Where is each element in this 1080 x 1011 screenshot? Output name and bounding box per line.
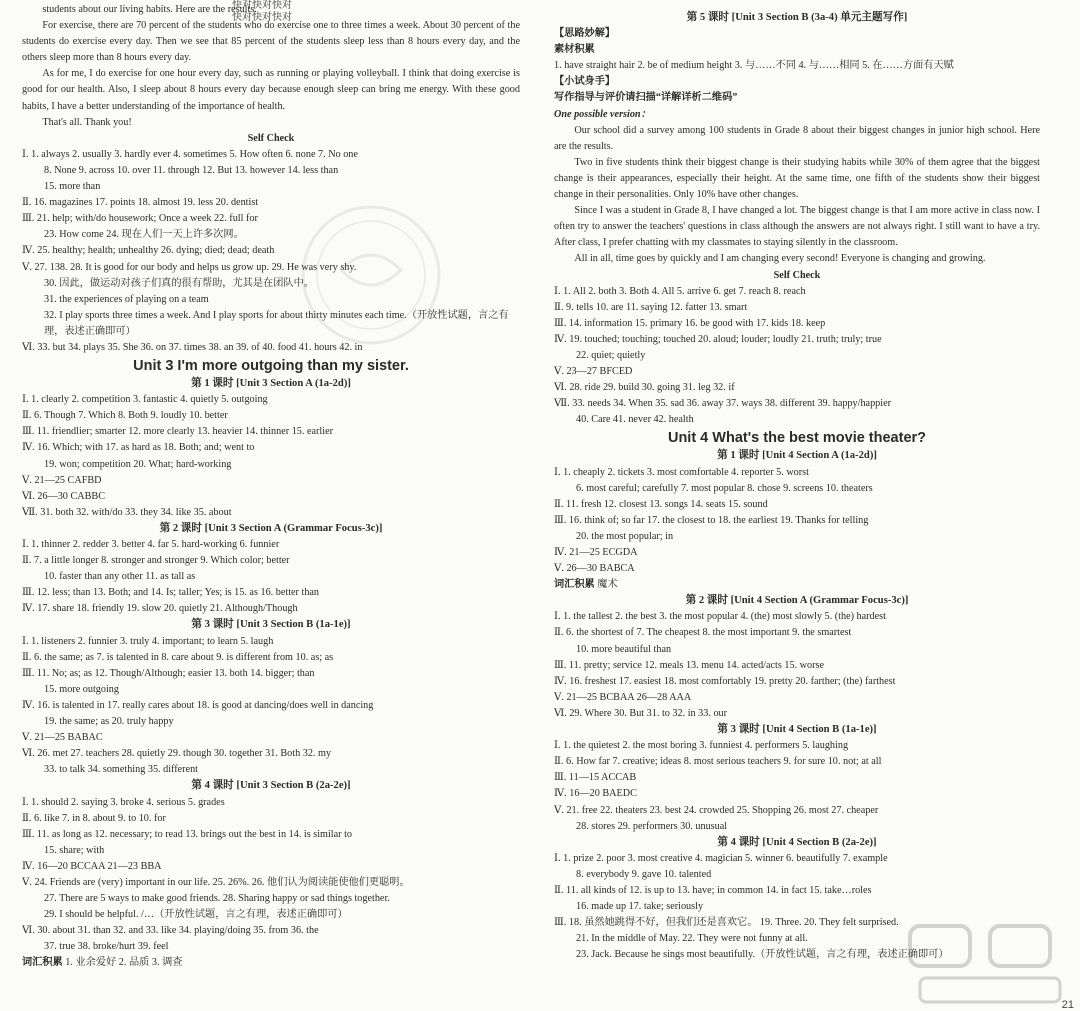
vocab-tag: 词汇积累 (554, 579, 595, 591)
answer-continuation: 23. Jack. Because he sings most beautifully.（开放性试题，言之有理，表述正确即可） (576, 949, 949, 961)
answer-line: Ⅱ. 16. magazines 17. points 18. almost 19. less 20. dentist (22, 197, 259, 209)
unit-title: Unit 4 What's the best movie theater? (667, 430, 927, 447)
paragraph: All in all, time goes by quickly and I am changing every second! Everyone is changing and growing. (574, 253, 986, 265)
answer-continuation: 40. Care 41. never 42. health (576, 414, 694, 426)
answer-continuation: 37. true 38. broke/hurt 39. feel (44, 941, 169, 953)
lesson-heading: 第 1 课时 [Unit 4 Section A (1a-2d)] (717, 450, 877, 462)
answer-line: Ⅶ. 31. both 32. with/do 33. they 34. like 35. about (22, 506, 232, 518)
answer-line: Ⅳ. 19. touched; touching; touched 20. aloud; louder; loudly 21. truth; truly; true (554, 333, 882, 345)
vocab-text: 1. 业余爱好 2. 品质 3. 调查 (65, 957, 183, 969)
lesson-heading: 第 5 课时 [Unit 3 Section B (3a-4) 单元主题写作] (686, 12, 908, 23)
answer-continuation: 15. share; with (44, 844, 105, 856)
answer-line: Ⅴ. 21. free 22. theaters 23. best 24. crowded 25. Shopping 26. most 27. cheaper (554, 804, 879, 816)
vocab-tag: 词汇积累 (22, 957, 63, 969)
answer-line: Ⅲ. 11. friendlier; smarter 12. more clearly 13. heavier 14. thinner 15. earlier (22, 426, 333, 438)
answer-line: Ⅴ. 23—27 BFCED (554, 366, 633, 378)
answer-line: Ⅴ. 27. 138. 28. It is good for our body and helps us grow up. 29. He was very shy. (22, 261, 357, 273)
answer-continuation: 30. 因此，做运动对孩子们真的很有帮助，尤其是在团队中。 (44, 277, 314, 289)
answer-line: Ⅲ. 12. less; than 13. Both; and 14. Is; taller; Yes; is 15. as 16. better than (22, 587, 320, 599)
lesson-heading: 第 2 课时 [Unit 4 Section A (Grammar Focus-3c)] (685, 595, 909, 607)
answer-line: Ⅵ. 28. ride 29. build 30. going 31. leg 32. if (554, 382, 735, 394)
tag-heading: 【小试身手】 (554, 76, 616, 88)
answer-line: Ⅲ. 14. information 15. primary 16. be good with 17. kids 18. keep (554, 317, 826, 329)
answer-line: Ⅴ. 24. Friends are (very) important in our life. 25. 26%. 26. 他们认为阅读能使他们更聪明。 (22, 876, 410, 888)
answer-line: Ⅵ. 26—30 CABBC (22, 490, 105, 502)
answer-continuation: 21. In the middle of May. 22. They were not funny at all. (576, 933, 808, 945)
answer-line: Ⅳ. 21—25 ECGDA (554, 547, 638, 558)
answer-line: Ⅲ. 11. No; as; as 12. Though/Although; easier 13. both 14. bigger; than (22, 667, 315, 679)
answer-line: Ⅱ. 9. tells 10. are 11. saying 12. fatter 13. smart (554, 301, 748, 313)
answer-line: Ⅰ. 1. thinner 2. redder 3. better 4. far 5. hard-working 6. funnier (22, 539, 280, 550)
answer-line: Ⅴ. 21—25 BABAC (22, 732, 103, 744)
answer-line: Ⅲ. 11. as long as 12. necessary; to read 13. brings out the best in 14. is similar to (22, 828, 353, 840)
lesson-heading: 第 4 课时 [Unit 4 Section B (2a-2e)] (717, 836, 877, 848)
paragraph: Two in five students think their biggest change is their studying habits while 30% of them agree that the biggest change is their appearances, especially their height. At the same time, one fifth of the students show their biggest change in their personalities. Only 10% have other changes. (554, 156, 1040, 201)
answer-line: Ⅱ. 11. all kinds of 12. is up to 13. have; in common 14. in fact 15. take…roles (554, 884, 872, 896)
answer-line: Ⅱ. 6. like 7. in 8. about 9. to 10. for (22, 812, 166, 824)
lesson-heading: 第 3 课时 [Unit 3 Section B (1a-1e)] (191, 619, 351, 631)
sample-label: One possible version： (554, 108, 651, 120)
answer-continuation: 33. to talk 34. something 35. different (44, 764, 199, 776)
answer-line: Ⅱ. 6. the shortest of 7. The cheapest 8. the most important 9. the smartest (554, 627, 852, 639)
paragraph: For exercise, there are 70 percent of the students who do exercise one to three times a week. About 30 percent of the students do exercise every day. Then we see that 85 percent of the students sleep less than 8 hours every day, and the others sleep more than 8 hours every day. (22, 20, 520, 64)
answer-line: Ⅲ. 11—15 ACCAB (554, 772, 637, 784)
answer-line: Ⅶ. 33. needs 34. When 35. sad 36. away 37. ways 38. different 39. happy/happier (554, 398, 891, 410)
answer-continuation: 23. How come 24. 现在人们一天上许多次网。 (44, 229, 244, 241)
answer-line: Ⅵ. 29. Where 30. But 31. to 32. in 33. our (554, 707, 728, 719)
vocab-line (554, 577, 1040, 593)
answer-continuation: 28. stores 29. performers 30. unusual (576, 820, 728, 832)
answer-line: Ⅲ. 21. help; with/do housework; Once a week 22. full for (22, 213, 258, 225)
answer-line: Ⅵ. 26. met 27. teachers 28. quietly 29. though 30. together 31. Both 32. my (22, 748, 332, 760)
answer-line: Ⅳ. 16—20 BAEDC (554, 788, 637, 800)
answer-line: Ⅲ. 16. think of; so far 17. the closest to 18. the earliest 19. Thanks for telling (554, 514, 869, 526)
answer-line: Ⅰ. 1. the quietest 2. the most boring 3. funniest 4. performers 5. laughing (554, 740, 849, 752)
answer-line: Ⅳ. 16—20 BCCAA 21—23 BBA (22, 860, 162, 872)
answer-line: Ⅳ. 17. share 18. friendly 19. slow 20. quietly 21. Although/Though (22, 603, 298, 615)
answer-continuation: 31. the experiences of playing on a team (44, 293, 209, 305)
answer-line: 1. have straight hair 2. be of medium height 3. 与……不同 4. 与……相同 5. 在……方面有天赋 (554, 60, 954, 72)
answer-line: Ⅰ. 1. cheaply 2. tickets 3. most comfortable 4. reporter 5. worst (554, 466, 809, 478)
answer-line: Ⅰ. 1. should 2. saying 3. broke 4. serious 5. grades (22, 796, 225, 808)
lesson-heading: 第 2 课时 [Unit 3 Section A (Grammar Focus-3c)] (159, 522, 383, 534)
answer-continuation: 19. won; competition 20. What; hard-working (44, 458, 232, 470)
answer-line: Ⅱ. 6. Though 7. Which 8. Both 9. loudly 10. better (22, 410, 228, 422)
answer-line: Ⅵ. 30. about 31. than 32. and 33. like 34. playing/doing 35. from 36. the (22, 925, 319, 937)
answer-line: Ⅳ. 16. freshest 17. easiest 18. most comfortably 19. pretty 20. farther; (the) farthest (554, 675, 896, 687)
answer-continuation: 10. faster than any other 11. as tall as (44, 571, 196, 583)
answer-line: Ⅱ. 11. fresh 12. closest 13. songs 14. seats 15. sound (554, 498, 768, 510)
answer-line: Ⅰ. 1. clearly 2. competition 3. fantastic 4. quietly 5. outgoing (22, 394, 268, 406)
answer-continuation: 8. None 9. across 10. over 11. through 12. But 13. however 14. less than (44, 164, 339, 176)
answer-line: Ⅵ. 33. but 34. plays 35. She 36. on 37. times 38. an 39. of 40. food 41. hours 42. in (22, 341, 363, 353)
answer-line: Ⅱ. 6. How far 7. creative; ideas 8. most serious teachers 9. for sure 10. not; at all (554, 756, 882, 768)
lesson-heading: 第 3 课时 [Unit 4 Section B (1a-1e)] (717, 724, 877, 736)
answer-line: Ⅲ. 18. 虽然她跳得不好，但我们还是喜欢它。 19. Three. 20. They felt surprised. (554, 917, 899, 929)
answer-line: Ⅱ. 7. a little longer 8. stronger and stronger 9. Which color; better (22, 555, 290, 567)
paragraph: students about our living habits. Here are the results. (42, 4, 257, 15)
vocab-line (22, 955, 520, 971)
answer-line: Ⅴ. 21—25 BCBAA 26—28 AAA (554, 691, 692, 703)
answer-continuation: 19. the same; as 20. truly happy (44, 716, 174, 728)
lesson-heading: 第 1 课时 [Unit 3 Section A (1a-2d)] (191, 378, 351, 390)
answer-continuation: 16. made up 17. take; seriously (576, 901, 704, 913)
answer-continuation: 22. quiet; quietly (576, 349, 646, 361)
section-heading: Self Check (247, 132, 295, 144)
answer-line: Ⅰ. 1. listeners 2. funnier 3. truly 4. important; to learn 5. laugh (22, 635, 274, 647)
left-column (22, 0, 520, 1011)
unit-title: Unit 3 I'm more outgoing than my sister. (133, 358, 409, 375)
bold-line: 写作指导与评价请扫描“详解详析二维码” (554, 92, 738, 104)
answer-line: Ⅰ. 1. prize 2. poor 3. most creative 4. magician 5. winner 6. beautifully 7. example (554, 852, 888, 864)
lesson-heading: 第 4 课时 [Unit 3 Section B (2a-2e)] (191, 780, 351, 792)
top-watermark: 快对快对快对 快对快对快对 (232, 0, 292, 23)
answer-line: Ⅰ. 1. always 2. usually 3. hardly ever 4. sometimes 5. How often 6. none 7. No one (22, 148, 358, 160)
page-number: 21 (1061, 999, 1074, 1011)
paragraph: Since I was a student in Grade 8, I have changed a lot. The biggest change is that I am more active in class now. I often try to answer the teachers' questions in class although the answers are not always right. I still want to have a try. After class, I prefer chatting with my classmates to staying silently in the classroom. (554, 205, 1040, 249)
answer-line: Ⅳ. 16. is talented in 17. really cares about 18. is good at dancing/does well in dancing (22, 699, 374, 711)
answer-line: Ⅳ. 16. Which; with 17. as hard as 18. Both; and; went to (22, 442, 255, 454)
answer-continuation: 27. There are 5 ways to make good friends. 28. Sharing happy or sad things together. (44, 893, 390, 905)
answer-continuation: 8. everybody 9. gave 10. talented (576, 868, 712, 880)
answer-line: Ⅴ. 26—30 BABCA (554, 563, 635, 575)
answer-line: Ⅴ. 21—25 CAFBD (22, 474, 102, 486)
right-column (554, 0, 1040, 1011)
paragraph: That's all. Thank you! (42, 116, 132, 128)
answer-continuation: 15. more outgoing (44, 683, 119, 695)
answer-line: Ⅰ. 1. All 2. both 3. Both 4. All 5. arrive 6. get 7. reach 8. reach (554, 285, 806, 297)
vocab-text: 魔术 (597, 579, 618, 591)
answer-continuation: 29. I should be helpful. /…（开放性试题，言之有理，表述正确即可） (44, 909, 348, 921)
tag-heading: 【思路妙解】 (554, 28, 616, 40)
paragraph: As for me, I do exercise for one hour every day, such as running or playing volleyball. I think that doing exercise is good for our health. Also, I sleep about 8 hours every day because enough sleep can bring me energy. With these good habits, I have a better understanding of the importance of health. (22, 68, 520, 112)
section-heading: Self Check (773, 269, 821, 281)
bold-line: 素材积累 (554, 44, 595, 56)
answer-continuation: 10. more beautiful than (576, 643, 672, 655)
answer-line: Ⅱ. 6. the same; as 7. is talented in 8. care about 9. is different from 10. as; as (22, 651, 334, 663)
answer-line: Ⅲ. 11. pretty; service 12. meals 13. menu 14. acted/acts 15. worse (554, 659, 825, 671)
answer-line: Ⅰ. 1. the tallest 2. the best 3. the most popular 4. (the) most slowly 5. (the) hardest (554, 611, 886, 623)
answer-continuation: 32. I play sports three times a week. And I play sports for about thirty minutes each time.（开放性试题，言之有理，表述正确即可） (44, 309, 509, 337)
answer-continuation: 20. the most popular; in (576, 530, 674, 542)
answer-continuation: 15. more than (44, 181, 101, 193)
paragraph: Our school did a survey among 100 students in Grade 8 about their biggest changes in junior high school. Here are the results. (554, 124, 1040, 152)
answer-line: Ⅳ. 25. healthy; health; unhealthy 26. dying; died; dead; death (22, 245, 275, 257)
answer-continuation: 6. most careful; carefully 7. most popular 8. chose 9. screens 10. theaters (576, 482, 873, 494)
